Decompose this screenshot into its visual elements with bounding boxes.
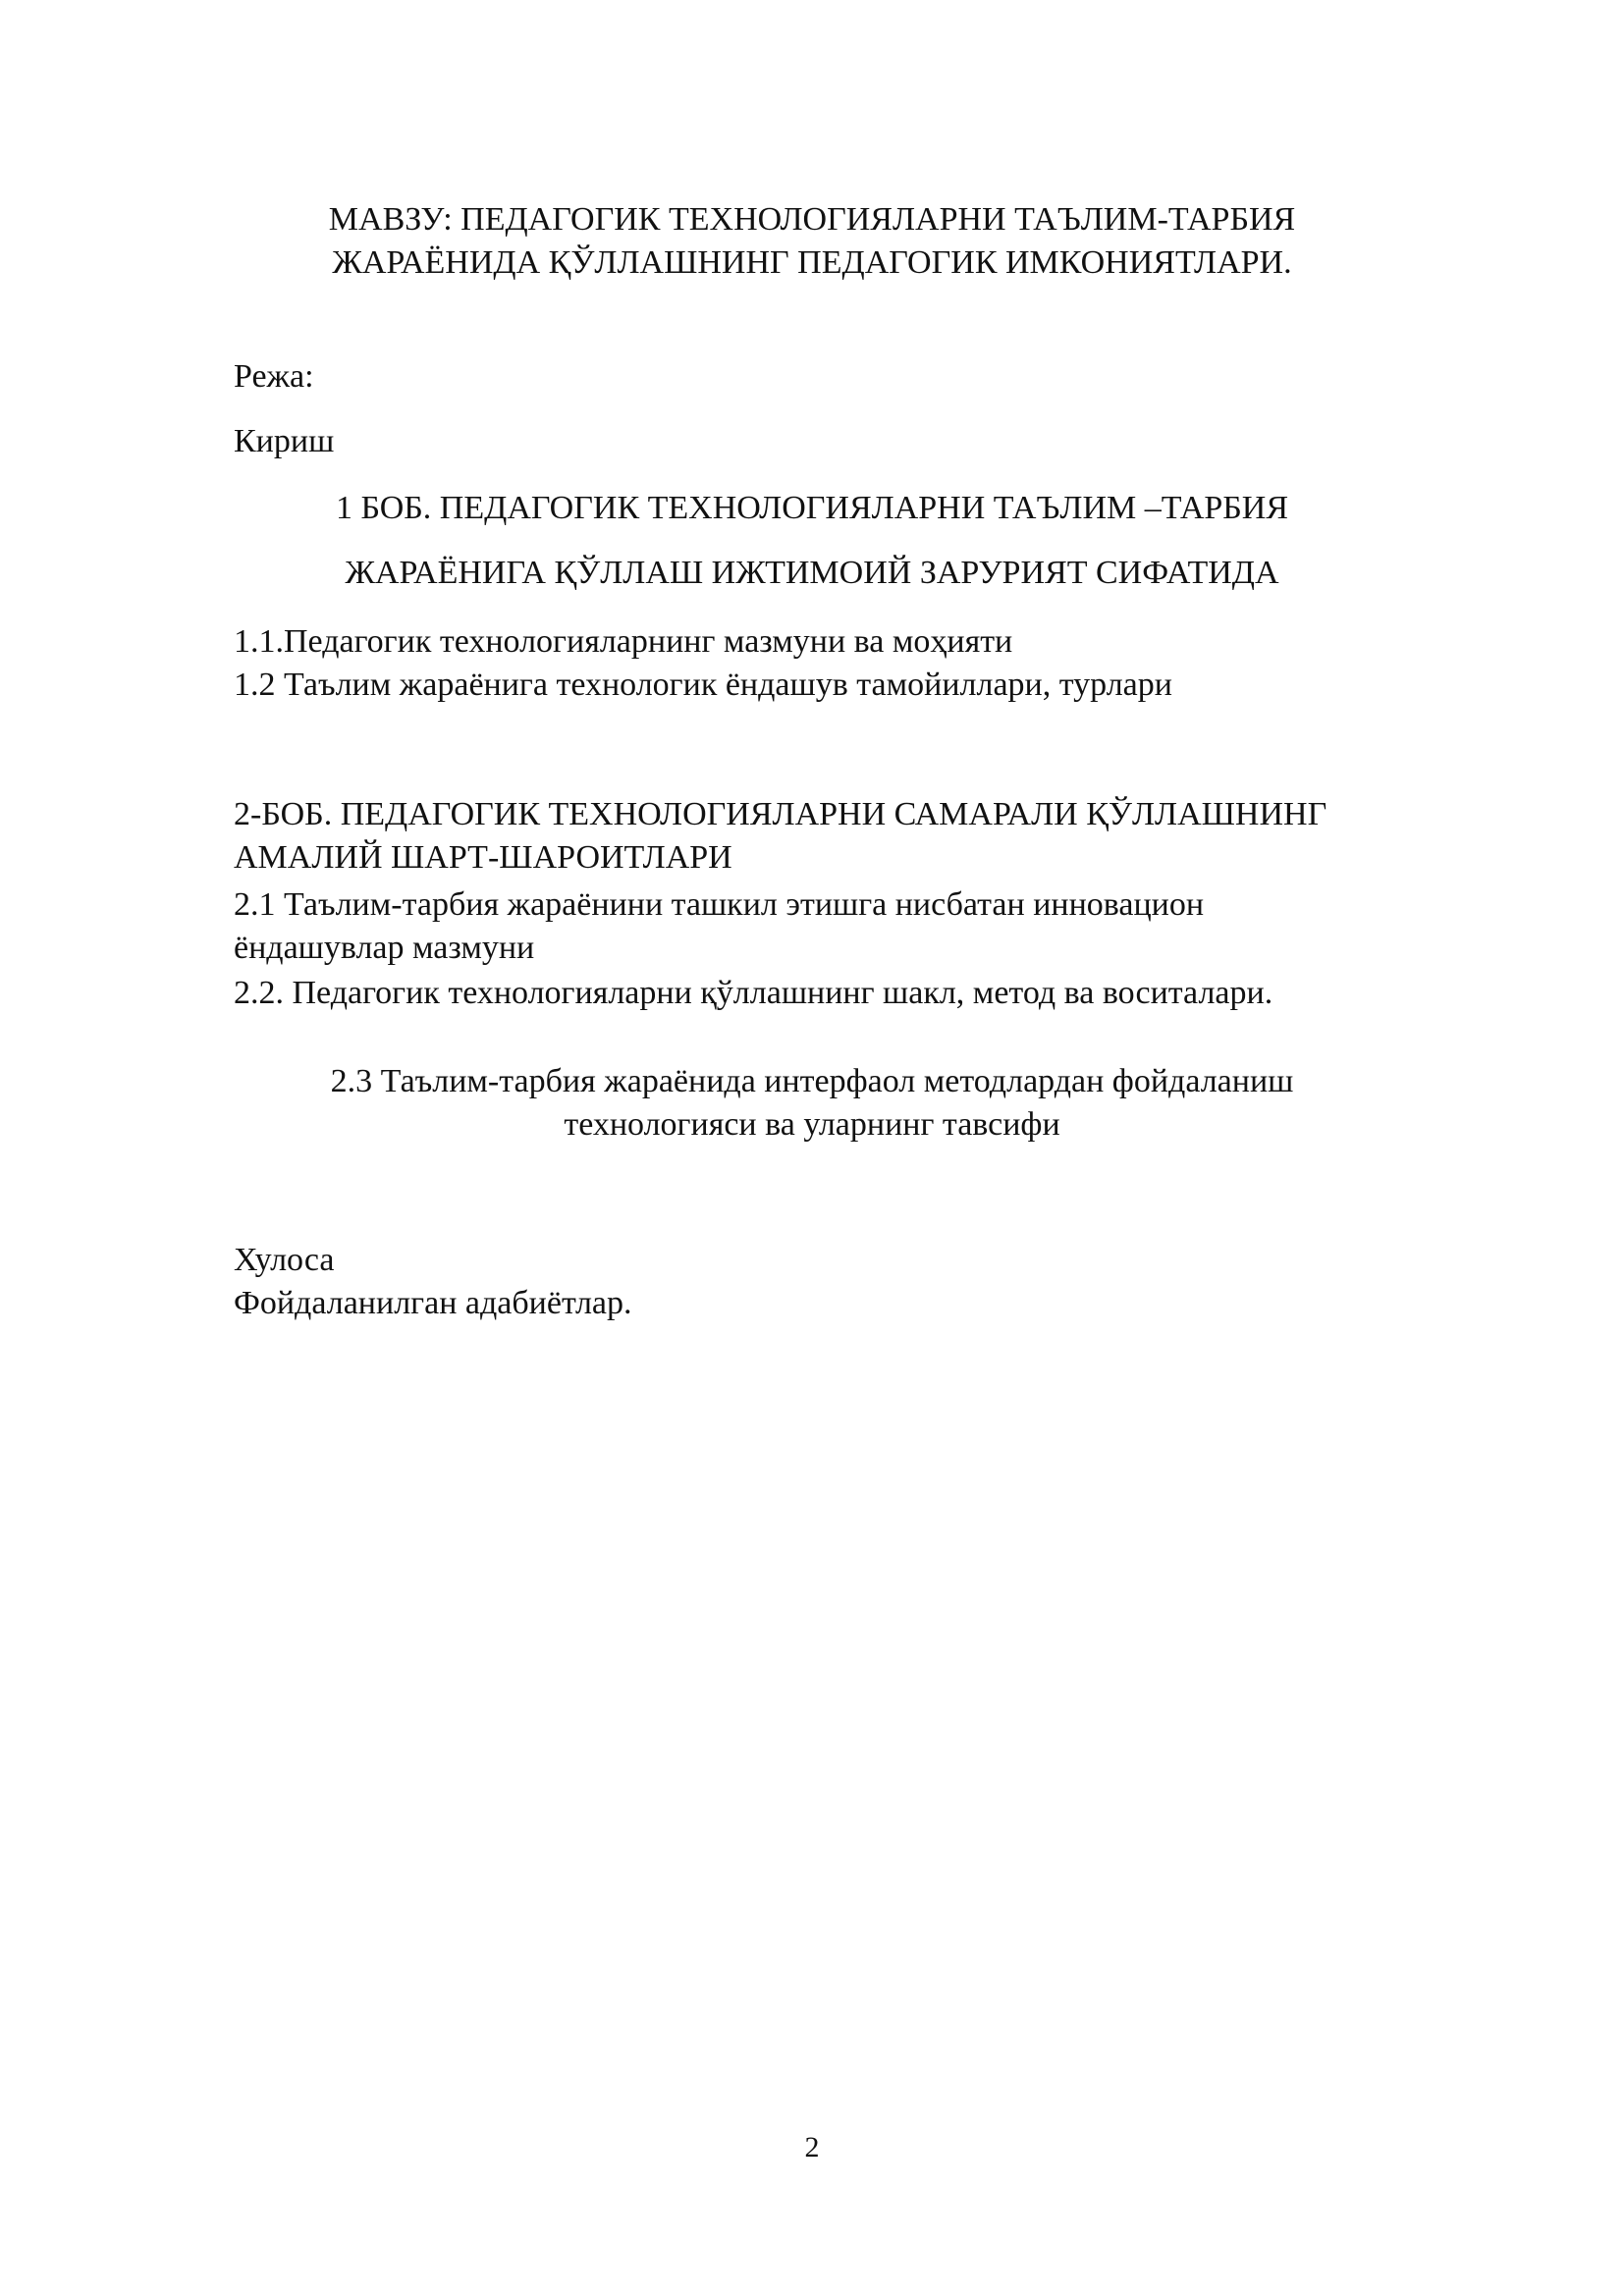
toc-section-2-3-line-2: технологияси ва уларнинг тавсифи <box>564 1106 1060 1143</box>
toc-section-2-2: 2.2. Педагогик технологияларни қўллашнинг шакл, метод ва воситалари. <box>234 975 1273 1011</box>
document-title-line-1: МАВЗУ: ПЕДАГОГИК ТЕХНОЛОГИЯЛАРНИ ТАЪЛИМ-ТАРБИЯ <box>328 201 1296 238</box>
toc-section-1-1: 1.1.Педагогик технологияларнинг мазмуни ва моҳияти <box>234 623 1013 660</box>
toc-section-2-1-line-1: 2.1 Таълим-тарбия жараёнини ташкил этишга нисбатан инновацион <box>234 886 1205 923</box>
toc-conclusion: Хулоса <box>234 1242 335 1278</box>
document-title-line-2: ЖАРАЁНИДА ҚЎЛЛАШНИНГ ПЕДАГОГИК ИМКОНИЯТЛАРИ. <box>332 244 1292 281</box>
chapter-1-heading-line-2: ЖАРАЁНИГА ҚЎЛЛАШ ИЖТИМОИЙ ЗАРУРИЯТ СИФАТИДА <box>345 555 1279 591</box>
toc-intro: Кириш <box>234 423 335 459</box>
toc-references: Фойдаланилган адабиётлар. <box>234 1285 632 1321</box>
toc-section-2-3-line-1: 2.3 Таълим-тарбия жараёнида интерфаол методлардан фойдаланиш <box>330 1063 1294 1099</box>
chapter-1-heading-line-1: 1 БОБ. ПЕДАГОГИК ТЕХНОЛОГИЯЛАРНИ ТАЪЛИМ –ТАРБИЯ <box>335 490 1289 526</box>
plan-label: Режа: <box>234 358 314 395</box>
toc-section-1-2: 1.2 Таълим жараёнига технологик ёндашув тамойиллари, турлари <box>234 667 1172 703</box>
chapter-2-heading-line-2: АМАЛИЙ ШАРТ-ШАРОИТЛАРИ <box>234 839 732 876</box>
chapter-2-heading-line-1: 2-БОБ. ПЕДАГОГИК ТЕХНОЛОГИЯЛАРНИ САМАРАЛИ ҚЎЛЛАШНИНГ <box>234 796 1327 832</box>
toc-section-2-1-line-2: ёндашувлар мазмуни <box>234 930 535 966</box>
page-number: 2 <box>804 2131 820 2163</box>
